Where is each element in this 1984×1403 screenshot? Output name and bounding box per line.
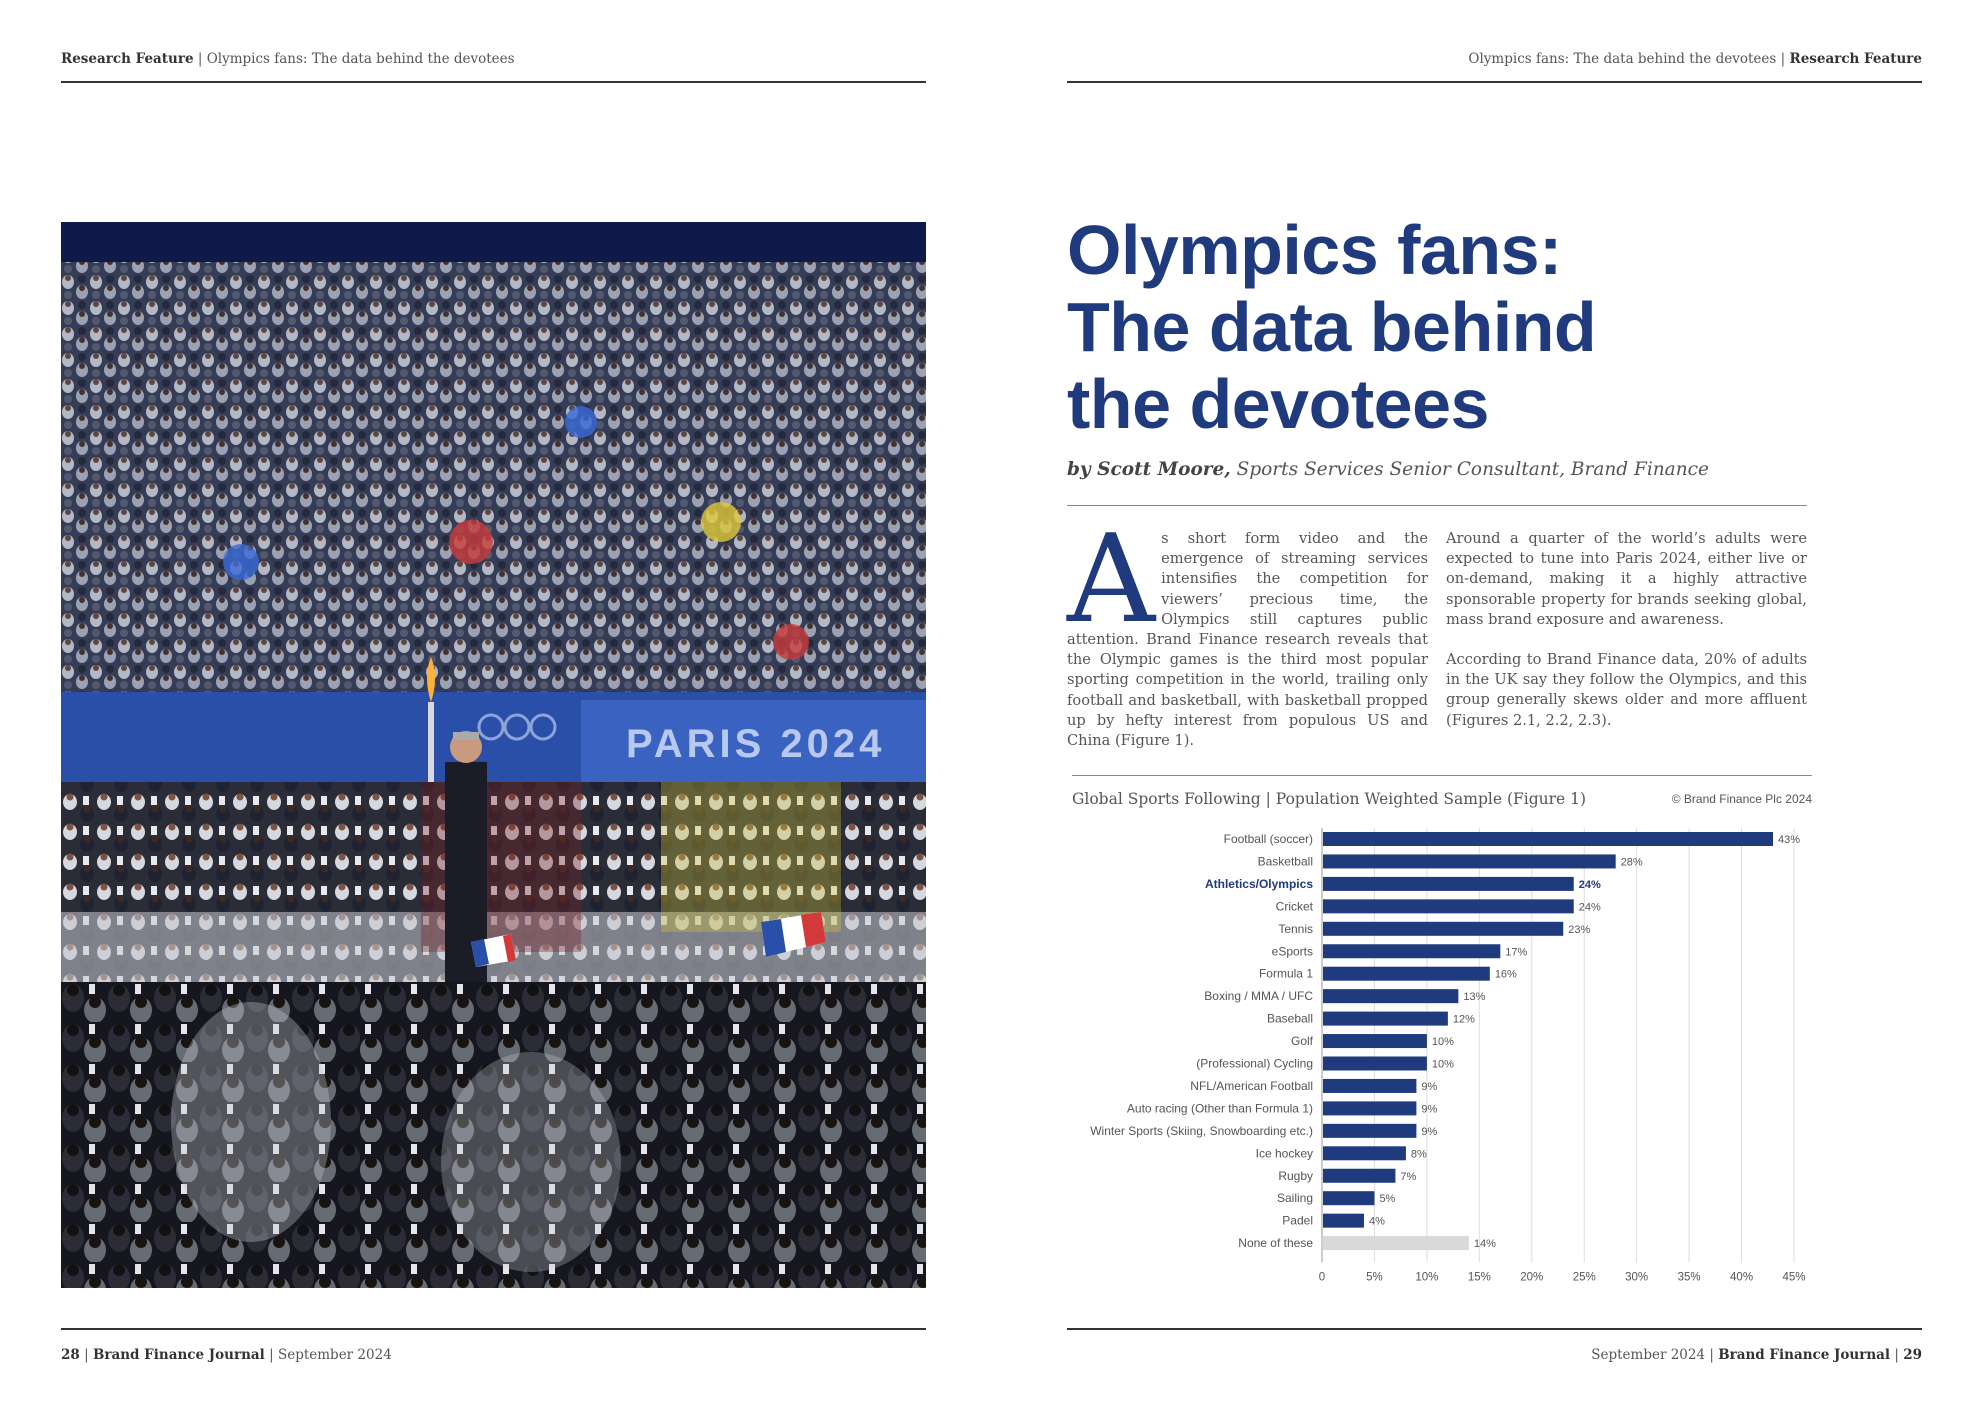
footer-separator: | (269, 1347, 274, 1363)
category-label: Sailing (1276, 1191, 1313, 1206)
category-label: Baseball (1266, 1011, 1313, 1026)
category-label: Football (soccer) (1223, 832, 1313, 846)
bar (1323, 1012, 1448, 1026)
category-label: eSports (1271, 944, 1313, 959)
category-label: Formula 1 (1258, 966, 1313, 981)
journal-name: Brand Finance Journal (92, 1347, 265, 1363)
value-label: 23% (1568, 923, 1591, 936)
value-label: 9% (1421, 1103, 1438, 1116)
chart-x-tick-labels (1319, 1272, 1806, 1284)
category-label: Golf (1290, 1034, 1313, 1049)
title-line-2: The data behind (1067, 288, 1597, 366)
value-label: 10% (1431, 1036, 1454, 1049)
category-label: Auto racing (Other than Formula 1) (1126, 1101, 1313, 1116)
x-tick-label: 0 (1318, 1271, 1326, 1284)
bar (1323, 944, 1500, 958)
footer-rule (1067, 1328, 1922, 1330)
category-label: Tennis (1278, 921, 1313, 936)
value-label: 9% (1421, 1080, 1438, 1093)
value-label: 5% (1379, 1193, 1396, 1206)
bar (1323, 1236, 1469, 1250)
header-section: Research Feature (61, 51, 194, 67)
value-label: 24% (1578, 901, 1601, 914)
x-tick-label: 25% (1572, 1271, 1596, 1284)
category-label: NFL/American Football (1190, 1078, 1313, 1093)
byline-author: by Scott Moore, (1067, 459, 1231, 480)
header-section: Research Feature (1789, 51, 1922, 67)
x-tick-label: 40% (1730, 1271, 1754, 1284)
bar (1323, 989, 1458, 1003)
paragraph-3: According to Brand Finance data, 20% of adults in the UK say they follow the Olympics, and this group generally skews older and more affluent (Figures 2.1, 2.2, 2.3). (1446, 651, 1807, 729)
chart-category-labels (1090, 832, 1313, 1250)
category-label: Rugby (1278, 1168, 1313, 1183)
value-label: 16% (1494, 968, 1517, 981)
header-rule (61, 81, 926, 83)
sports-following-bar-chart (1060, 825, 1820, 1305)
title-line-3: the devotees (1067, 365, 1489, 443)
bar (1323, 1101, 1416, 1115)
category-label: Boxing / MMA / UFC (1204, 989, 1313, 1004)
category-label: Padel (1282, 1213, 1313, 1228)
paragraph-1-text: s short form video and the emergence of streaming services intensifies the competition for viewers’ precious time, the Olympics still captures public attention. Brand Finance research reveals that the Olympic games is the third most popular sporting competition in the world, trailing only football and basketball, with basketball propped up by hefty interest from populous US and China (Figure 1). (1067, 530, 1428, 750)
bar (1323, 967, 1490, 981)
category-label: Winter Sports (Skiing, Snowboarding etc.) (1090, 1123, 1313, 1138)
category-label: (Professional) Cycling (1196, 1056, 1313, 1071)
footer-rule (61, 1328, 926, 1330)
footer-separator: | (1709, 1347, 1714, 1363)
chart-title: Global Sports Following | Population Weighted Sample (Figure 1) (1072, 790, 1587, 808)
page-number: 29 (1903, 1347, 1922, 1363)
byline-rule (1067, 505, 1807, 506)
category-label: Athletics/Olympics (1204, 876, 1313, 891)
value-label: 13% (1463, 991, 1486, 1004)
value-label: 14% (1473, 1238, 1496, 1251)
page-number: 28 (61, 1347, 80, 1363)
body-column-2 (1446, 529, 1807, 731)
olympic-torch-crowd-photo (61, 222, 926, 1288)
left-folio (61, 1347, 392, 1363)
bar (1323, 854, 1616, 868)
x-tick-label: 45% (1782, 1271, 1806, 1284)
header-title: Olympics fans: The data behind the devotees (206, 51, 515, 67)
right-running-head (1468, 51, 1922, 67)
drop-cap: A (1067, 508, 1156, 650)
value-label: 24% (1578, 878, 1601, 891)
bar (1323, 1124, 1416, 1138)
x-tick-label: 20% (1520, 1271, 1544, 1284)
body-column-1 (1067, 508, 1428, 751)
bar (1323, 922, 1563, 936)
bar (1323, 1034, 1427, 1048)
chart-copyright: © Brand Finance Plc 2024 (1671, 792, 1812, 806)
value-label: 12% (1452, 1013, 1475, 1026)
value-label: 4% (1368, 1215, 1385, 1228)
header-separator: | (1780, 51, 1786, 67)
category-label: None of these (1238, 1236, 1313, 1251)
category-label: Ice hockey (1255, 1146, 1313, 1161)
left-running-head (61, 51, 515, 67)
journal-name: Brand Finance Journal (1718, 1347, 1891, 1363)
title-line-1: Olympics fans: (1067, 211, 1562, 289)
x-tick-label: 5% (1366, 1271, 1383, 1284)
byline-role: Sports Services Senior Consultant, Brand Finance (1236, 459, 1709, 480)
bar (1323, 832, 1773, 846)
byline (1067, 459, 1709, 480)
value-label: 17% (1505, 946, 1528, 959)
header-rule (1067, 81, 1922, 83)
bar (1323, 1079, 1416, 1093)
issue-date: September 2024 (277, 1347, 392, 1363)
issue-date: September 2024 (1591, 1347, 1706, 1363)
category-label: Cricket (1275, 899, 1313, 914)
bar (1323, 1169, 1395, 1183)
x-tick-label: 35% (1677, 1271, 1701, 1284)
chart-top-rule (1072, 775, 1812, 776)
photo-illustration-icon (61, 222, 926, 1288)
header-separator: | (197, 51, 203, 67)
footer-separator: | (1894, 1347, 1899, 1363)
photo-banner-text: PARIS 2024 (626, 722, 886, 766)
x-tick-label: 30% (1625, 1271, 1649, 1284)
x-tick-label: 15% (1467, 1271, 1491, 1284)
category-label: Basketball (1257, 854, 1313, 869)
bar (1323, 1057, 1427, 1071)
value-label: 10% (1431, 1058, 1454, 1071)
value-label: 8% (1410, 1148, 1427, 1161)
paragraph-1 (1067, 508, 1428, 751)
footer-separator: | (84, 1347, 89, 1363)
value-label: 28% (1620, 856, 1643, 869)
right-folio (1591, 1347, 1922, 1363)
bar (1323, 1191, 1374, 1205)
bar (1323, 1214, 1364, 1228)
bar (1323, 899, 1574, 913)
chart-bars (1323, 832, 1773, 1250)
paragraph-2: Around a quarter of the world’s adults were expected to tune into Paris 2024, either live or on-demand, making it a highly attractive sponsorable property for brands seeking global, mass brand exposure and awareness. (1446, 530, 1807, 628)
header-title: Olympics fans: The data behind the devotees (1468, 51, 1777, 67)
value-label: 7% (1400, 1170, 1417, 1183)
value-label: 43% (1778, 834, 1801, 846)
bar (1323, 1146, 1406, 1160)
value-label: 9% (1421, 1125, 1438, 1138)
x-tick-label: 10% (1415, 1271, 1439, 1284)
article-title (1067, 212, 1867, 443)
bar (1323, 877, 1574, 891)
